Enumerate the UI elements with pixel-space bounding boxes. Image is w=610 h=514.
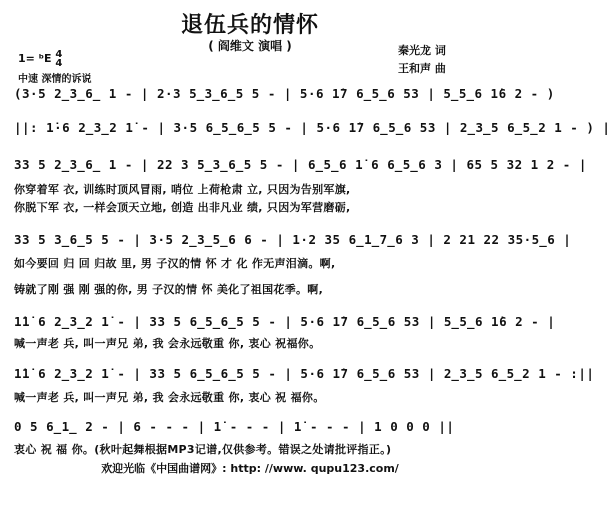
staff-line-6: 1̇1̇ 6 2̲3̲2 1̇ - | 33 5 6̲5̲6̲5 5 - | 5·6 1̇7 6̲5̲6 53 | 2̲3̲5 6̲5̲2 1 - :||: [14, 366, 595, 381]
staff-line-2: ||: 1̇·6 2̲3̲2 1̇ - | 3·5 6̲5̲6̲5 5 - | 5·6 1̇7 6̲5̲6 53 | 2̲3̲5 6̲5̲2 1 - ) |: [14, 120, 610, 135]
lyric-line-2a: 如今要回 归 回 归故 里, 男 子汉的情 怀 才 化 作无声泪滴。啊,: [14, 257, 336, 270]
composer-credit: 王和声 曲: [398, 62, 446, 75]
tempo-marking: 中速 深情的诉说: [18, 74, 92, 85]
song-title: 退伍兵的情怀: [180, 13, 319, 38]
staff-line-1: (3·5 2̲3̲6̲ 1 - | 2·3 5̲3̲6̲5 5 - | 5·6 1̇7 6̲5̲6 53 | 5̲5̲6 1̇6 2 - ): [14, 86, 555, 101]
time-top: 4: [55, 49, 63, 60]
lyric-line-1a: 你穿着军 衣, 训练时顶风冒雨, 哨位 上荷枪肃 立, 只因为告别军旗,: [14, 183, 351, 196]
staff-line-3: 33 5 2̲3̲6̲ 1 - | 22 3 5̲3̲6̲5 5 - | 6̲5̲6 1̇ 6 6̲5̲6 3 | 65 5 32 1 2 - |: [14, 157, 587, 172]
staff-line-5: 1̇1̇ 6 2̲3̲2 1̇ - | 33 5 6̲5̲6̲5 5 - | 5·6 1̇7 6̲5̲6 53 | 5̲5̲6 1̇6 2 - |: [14, 314, 556, 329]
staff-line-4: 33 5 3̲6̲5 5 - | 3·5 2̲3̲5̲6 6 - | 1·2 35 6̲1̲7̲6 3 | 2 21 22 35·5̲6 |: [14, 232, 572, 247]
performer-line: ( 阎维文 演唱 ): [208, 39, 292, 53]
key-label: 1= ᵇE: [18, 52, 52, 65]
lyric-line-2b: 铸就了刚 强 刚 强的你, 男 子汉的情 怀 美化了祖国花季。啊,: [14, 283, 324, 296]
time-signature: [55, 50, 62, 68]
lyricist-credit: 秦光龙 词: [398, 44, 446, 57]
lyric-line-1b: 你脱下军 衣, 一样会顶天立地, 创造 出非凡业 绩, 只因为军营磨砺,: [14, 201, 351, 214]
time-bottom: 4: [55, 58, 63, 69]
key-signature: [18, 50, 62, 68]
staff-line-7: 0 5 6̲1̲ 2 - | 6 - - - | 1̇ - - - | 1̇ - - - | 1 0 0 0 ||: [14, 419, 455, 434]
lyric-line-3: 喊一声老 兵, 叫一声兄 弟, 我 会永远敬重 你, 衷心 祝福你。: [14, 337, 321, 350]
lyric-line-4: 喊一声老 兵, 叫一声兄 弟, 我 会永远敬重 你, 衷心 祝 福你。: [14, 391, 325, 404]
site-footer: 欢迎光临《中国曲谱网》: http: //www. qupu123.com/: [101, 462, 399, 475]
lyric-line-5: 衷心 祝 福 你。(秋叶起舞根据MP3记谱,仅供参考。错误之处请批评指正。): [14, 443, 392, 456]
